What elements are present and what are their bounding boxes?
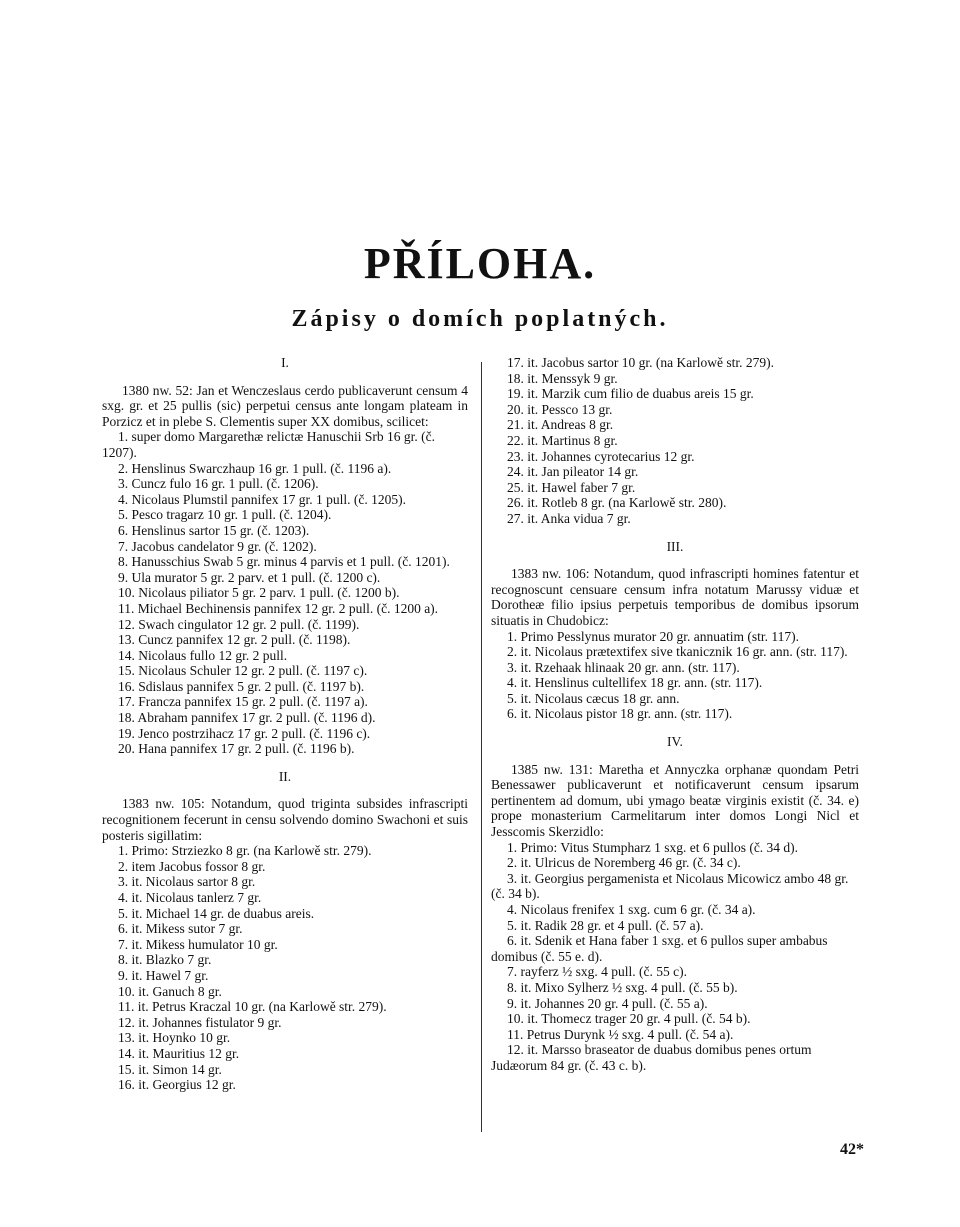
list-item: 1. Primo: Vitus Stumpharz 1 sxg. et 6 pullos (č. 34 d).	[507, 839, 799, 855]
list-item: 15. it. Simon 14 gr.	[118, 1061, 222, 1077]
list-item: 9. Ula murator 5 gr. 2 parv. et 1 pull. (č. 1200 c).	[118, 569, 381, 585]
right-column	[491, 355, 859, 1074]
list-item: 6. it. Mikess sutor 7 gr.	[118, 921, 243, 937]
list-item: 12. it. Marsso braseator de duabus domibus penes ortum Judæorum 84 gr. (č. 43 c. b).	[491, 1042, 812, 1073]
list-item: 3. it. Georgius pergamenista et Nicolaus Micowicz ambo 48 gr. (č. 34 b).	[491, 870, 849, 902]
list-item: 27. it. Anka vidua 7 gr.	[507, 510, 631, 526]
list-item: 20. it. Pessco 13 gr.	[507, 401, 613, 417]
list-item: 25. it. Hawel faber 7 gr.	[507, 479, 636, 495]
list-item: 2. item Jacobus fossor 8 gr.	[118, 858, 266, 874]
list-item: 4. Nicolaus Plumstil pannifex 17 gr. 1 pull. (č. 1205).	[118, 491, 406, 507]
list-item: 11. Petrus Durynk ½ sxg. 4 pull. (č. 54 a).	[507, 1026, 734, 1042]
section-intro-1: 1380 nw. 52: Jan et Wenczeslaus cerdo publicaverunt censum 4 sxg. gr. et 25 pullis (sic) perpetui census ante longam plateam in Porzicz et in plebe S. Clementis super XX domibus, scilicet:	[102, 382, 468, 429]
list-item: 2. it. Ulricus de Noremberg 46 gr. (č. 34 c).	[507, 855, 741, 871]
list-item: 5. it. Radik 28 gr. et 4 pull. (č. 57 a).	[507, 917, 704, 933]
section-2-list	[102, 843, 468, 1093]
section-1-list	[102, 429, 468, 756]
section-4-list	[491, 840, 859, 1074]
list-item: 24. it. Jan pileator 14 gr.	[507, 464, 639, 480]
list-item: 12. Swach cingulator 12 gr. 2 pull. (č. 1199).	[118, 616, 360, 632]
list-item: 10. it. Ganuch 8 gr.	[118, 983, 222, 999]
list-item: 2. Henslinus Swarczhaup 16 gr. 1 pull. (č. 1196 a).	[118, 460, 392, 476]
list-item: 6. it. Sdenik et Hana faber 1 sxg. et 6 pullos super ambabus domibus (č. 55 e. d).	[491, 933, 828, 964]
section-heading-2: II.	[278, 768, 292, 784]
list-item: 13. Cuncz pannifex 12 gr. 2 pull. (č. 1198).	[118, 632, 351, 648]
list-item: 6. Henslinus sartor 15 gr. (č. 1203).	[118, 522, 310, 538]
list-item: 19. it. Marzik cum filio de duabus areis 15 gr.	[507, 386, 754, 402]
list-item: 18. Abraham pannifex 17 gr. 2 pull. (č. 1196 d).	[118, 710, 376, 726]
list-item: 5. it. Nicolaus cæcus 18 gr. ann.	[507, 690, 680, 706]
list-item: 4. it. Nicolaus tanlerz 7 gr.	[118, 890, 262, 905]
list-item: 9. it. Hawel 7 gr.	[118, 967, 209, 983]
section-heading-3: III.	[666, 538, 684, 554]
list-item: 5. it. Michael 14 gr. de duabus areis.	[118, 905, 315, 921]
list-item: 1. Primo: Strziezko 8 gr. (na Karlowě str. 279).	[118, 843, 372, 859]
list-item: 19. Jenco postrzihacz 17 gr. 2 pull. (č. 1196 c).	[118, 725, 371, 741]
list-item: 3. Cuncz fulo 16 gr. 1 pull. (č. 1206).	[118, 476, 319, 492]
list-item: 5. Pesco tragarz 10 gr. 1 pull. (č. 1204).	[118, 507, 332, 523]
page-number: 42*	[840, 1141, 864, 1158]
list-item: 20. Hana pannifex 17 gr. 2 pull. (č. 1196 b).	[118, 741, 355, 757]
list-item: 3. it. Rzehaak hlinaak 20 gr. ann. (str. 117).	[507, 659, 740, 675]
list-item: 10. it. Thomecz trager 20 gr. 4 pull. (č. 54 b).	[507, 1011, 751, 1027]
list-item: 7. rayferz ½ sxg. 4 pull. (č. 55 c).	[507, 964, 687, 980]
list-item: 6. it. Nicolaus pistor 18 gr. ann. (str. 117).	[507, 706, 733, 722]
list-item: 17. Francza pannifex 15 gr. 2 pull. (č. 1197 a).	[118, 694, 368, 710]
list-item: 7. Jacobus candelator 9 gr. (č. 1202).	[118, 538, 317, 554]
page-subtitle: Zápisy o domích poplatných.	[291, 306, 669, 332]
list-item: 21. it. Andreas 8 gr.	[507, 417, 614, 433]
page-title: PŘÍLOHA.	[363, 239, 597, 288]
list-item: 1. Primo Pesslynus murator 20 gr. annuatim (str. 117).	[507, 628, 799, 644]
left-column	[102, 355, 468, 1093]
section-intro-2: 1383 nw. 105: Notandum, quod triginta subsides infrascripti recognitionem fecerunt in censu solvendo domino Swachoni et suis posteris sigillatim:	[102, 796, 468, 843]
list-item: 26. it. Rotleb 8 gr. (na Karlowě str. 280).	[507, 495, 727, 511]
section-heading-1: I.	[281, 355, 289, 370]
list-item: 14. Nicolaus fullo 12 gr. 2 pull.	[118, 647, 288, 663]
list-item: 4. it. Henslinus cultellifex 18 gr. ann. (str. 117).	[507, 675, 763, 691]
section-heading-4: IV.	[667, 734, 683, 750]
list-item: 2. it. Nicolaus prætextifex sive tkanicznik 16 gr. ann. (str. 117).	[507, 644, 848, 660]
list-item: 23. it. Johannes cyrotecarius 12 gr.	[507, 448, 695, 464]
list-item: 10. Nicolaus piliator 5 gr. 2 parv. 1 pull. (č. 1200 b).	[118, 585, 400, 601]
list-item: 1. super domo Margarethæ relictæ Hanuschii Srb 16 gr. (č. 1207).	[102, 429, 435, 460]
list-item: 8. it. Mixo Sylherz ½ sxg. 4 pull. (č. 55 b).	[507, 979, 738, 995]
list-item: 16. it. Georgius 12 gr.	[118, 1077, 236, 1093]
list-item: 3. it. Nicolaus sartor 8 gr.	[118, 874, 256, 890]
section-2-list-continued	[491, 355, 859, 527]
section-3-list	[491, 629, 859, 723]
list-item: 4. Nicolaus frenifex 1 sxg. cum 6 gr. (č. 34 a).	[507, 902, 756, 917]
list-item: 7. it. Mikess humulator 10 gr.	[118, 936, 278, 952]
section-intro-4: 1385 nw. 131: Maretha et Annyczka orphanæ quondam Petri Benessawer publicaverunt et notificaverunt censum ipsarum pertinentem ad domum, ubi ymago beatæ virginis existit (č. 34. e) prope monasterium Carmelitarum inter domos Longi Nicl et Jesscomis Skerzidlo:	[491, 761, 859, 840]
list-item: 8. it. Blazko 7 gr.	[118, 952, 212, 968]
list-item: 12. it. Johannes fistulator 9 gr.	[118, 1014, 282, 1030]
list-item: 18. it. Menssyk 9 gr.	[507, 370, 618, 386]
list-item: 13. it. Hoynko 10 gr.	[118, 1030, 231, 1046]
list-item: 9. it. Johannes 20 gr. 4 pull. (č. 55 a).	[507, 995, 708, 1011]
column-divider	[481, 362, 482, 1132]
list-item: 11. it. Petrus Kraczal 10 gr. (na Karlowě str. 279).	[118, 999, 387, 1015]
list-item: 17. it. Jacobus sartor 10 gr. (na Karlowě str. 279).	[507, 355, 774, 370]
section-intro-3: 1383 nw. 106: Notandum, quod infrascripti homines fatentur et recognoscunt censuare censum infra notatum Marussy viduæ et Dorotheæ filio ipsius perpetuis temporibus de domibus ipsorum situatis in Chudobicz:	[491, 566, 859, 628]
list-item: 22. it. Martinus 8 gr.	[507, 432, 618, 448]
list-item: 15. Nicolaus Schuler 12 gr. 2 pull. (č. 1197 c).	[118, 663, 368, 679]
list-item: 8. Hanusschius Swab 5 gr. minus 4 parvis et 1 pull. (č. 1201).	[118, 554, 450, 570]
list-item: 14. it. Mauritius 12 gr.	[118, 1045, 240, 1061]
list-item: 16. Sdislaus pannifex 5 gr. 2 pull. (č. 1197 b).	[118, 678, 365, 694]
list-item: 11. Michael Bechinensis pannifex 12 gr. 2 pull. (č. 1200 a).	[118, 600, 439, 616]
